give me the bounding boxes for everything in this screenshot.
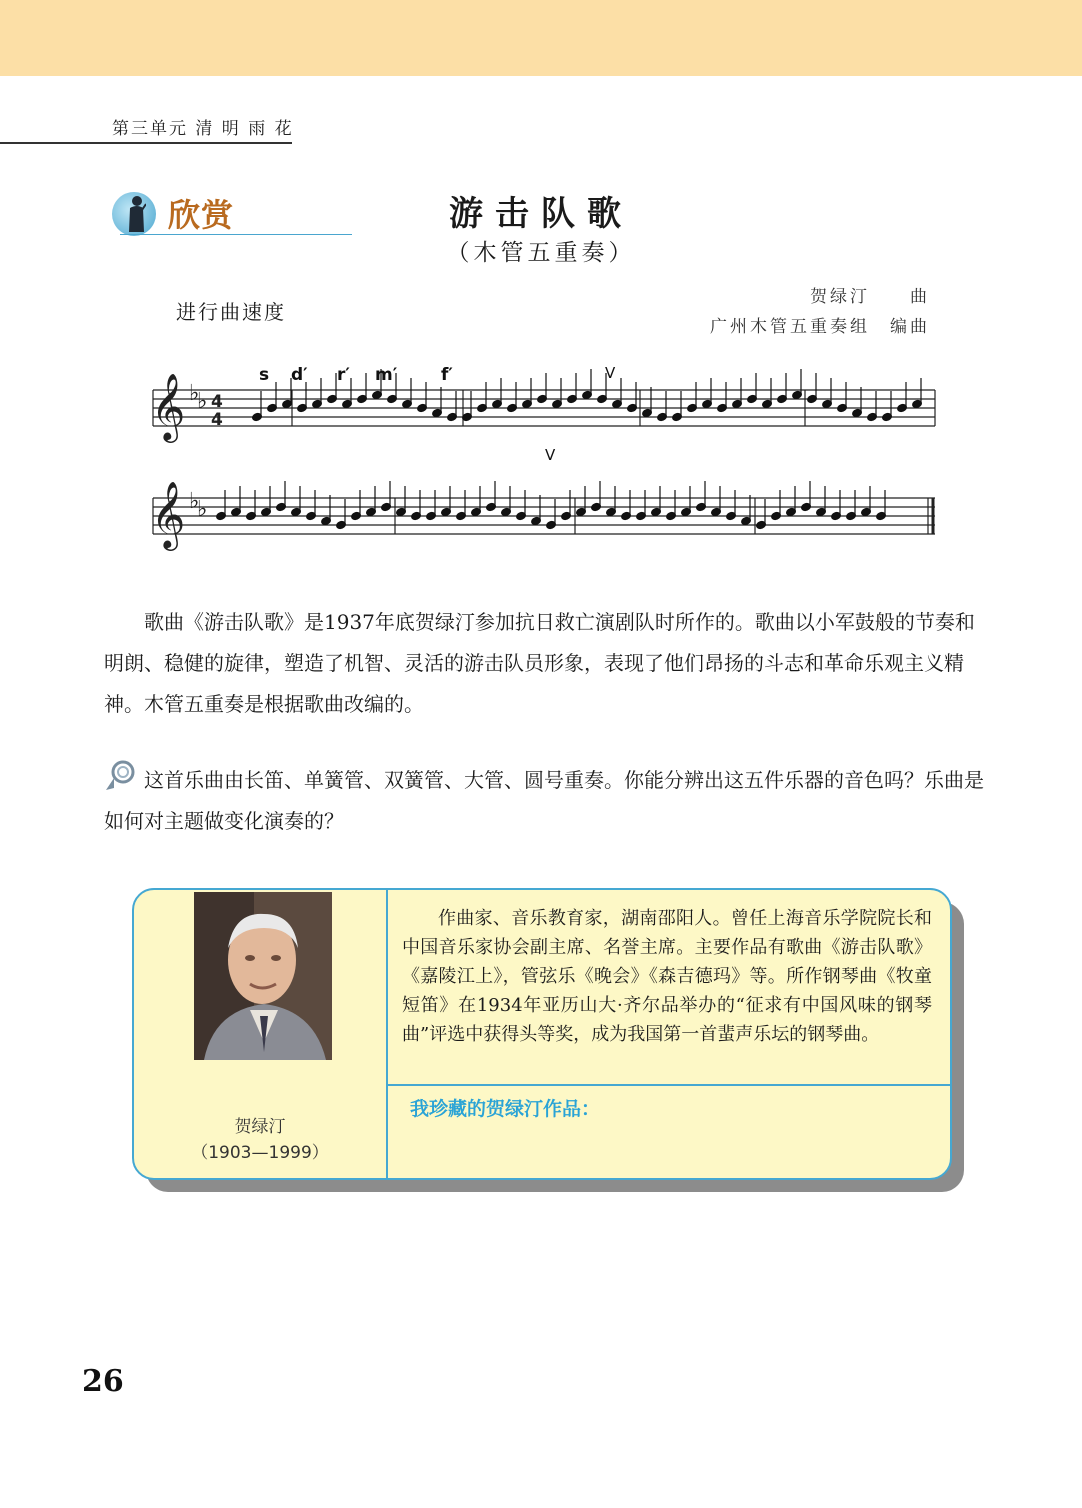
time-signature-top: 4 <box>211 392 223 412</box>
composer-years: （1903—1999） <box>191 1143 329 1163</box>
intro-paragraph: 歌曲《游击队歌》是1937年底贺绿汀参加抗日救亡演剧队时所作的。歌曲以小军鼓般的节奏和明朗、稳健的旋律，塑造了机智、灵活的游击队员形象，表现了他们昂扬的斗志和革命乐观主义精神。木管五重奏是根据歌曲改编的。 <box>104 610 975 716</box>
solfege-label: f′ <box>441 365 453 385</box>
staff-system-2 <box>151 446 935 551</box>
section-badge-label: 欣赏 <box>168 196 235 234</box>
page-number: 26 <box>82 1364 124 1399</box>
arranger-credit: 广州木管五重奏组 编曲 <box>710 317 930 337</box>
breath-mark: V <box>545 446 556 464</box>
card-divider-horizontal <box>386 1084 950 1086</box>
flat-sign-icon: ♭ <box>189 489 200 514</box>
composer-name: 贺绿汀 <box>234 1117 286 1137</box>
staff-system-1 <box>151 364 935 443</box>
card-divider-vertical <box>386 890 388 1178</box>
tempo-marking: 进行曲速度 <box>176 300 286 324</box>
breath-mark: V <box>605 364 616 382</box>
composer-portrait <box>194 892 332 1060</box>
flat-sign-icon: ♭ <box>197 389 208 414</box>
favorite-works-label: 我珍藏的贺绿汀作品： <box>410 1098 601 1120</box>
solfege-label: m′ <box>375 365 398 385</box>
music-score <box>145 360 945 560</box>
solfege-label: d′ <box>291 365 308 385</box>
header-rule <box>0 142 292 144</box>
time-signature-bottom: 4 <box>211 410 223 430</box>
flat-sign-icon: ♭ <box>197 497 208 522</box>
solfege-label: s <box>259 365 270 385</box>
question-paragraph: 这首乐曲由长笛、单簧管、双簧管、大管、圆号重奏。你能分辨出这五件乐器的音色吗？乐曲是如何对主题做变化演奏的？ <box>104 768 984 833</box>
flat-sign-icon: ♭ <box>189 381 200 406</box>
treble-clef-icon: 𝄞 <box>151 372 186 440</box>
composer-bio: 作曲家、音乐教育家，湖南邵阳人。曾任上海音乐学院院长和中国音乐家协会副主席、名誉主席。主要作品有歌曲《游击队歌》《嘉陵江上》，管弦乐《晚会》《森吉德玛》等。所作钢琴曲《牧童短笛》在1934年亚历山大·齐尔品举办的“征求有中国风味的钢琴曲”评选中获得头等奖，成为我国第一首蜚声乐坛的钢琴曲。 <box>402 908 932 1045</box>
top-color-band <box>0 0 1082 76</box>
solfege-label: r′ <box>337 365 350 385</box>
treble-clef-icon: 𝄞 <box>151 480 186 548</box>
composer-profile-card <box>132 888 952 1180</box>
song-subtitle: （木管五重奏） <box>446 240 636 266</box>
unit-header: 第三单元 清 明 雨 花 <box>112 119 294 139</box>
composer-credit: 贺绿汀 曲 <box>810 287 930 307</box>
song-title: 游击队歌 <box>449 194 633 234</box>
